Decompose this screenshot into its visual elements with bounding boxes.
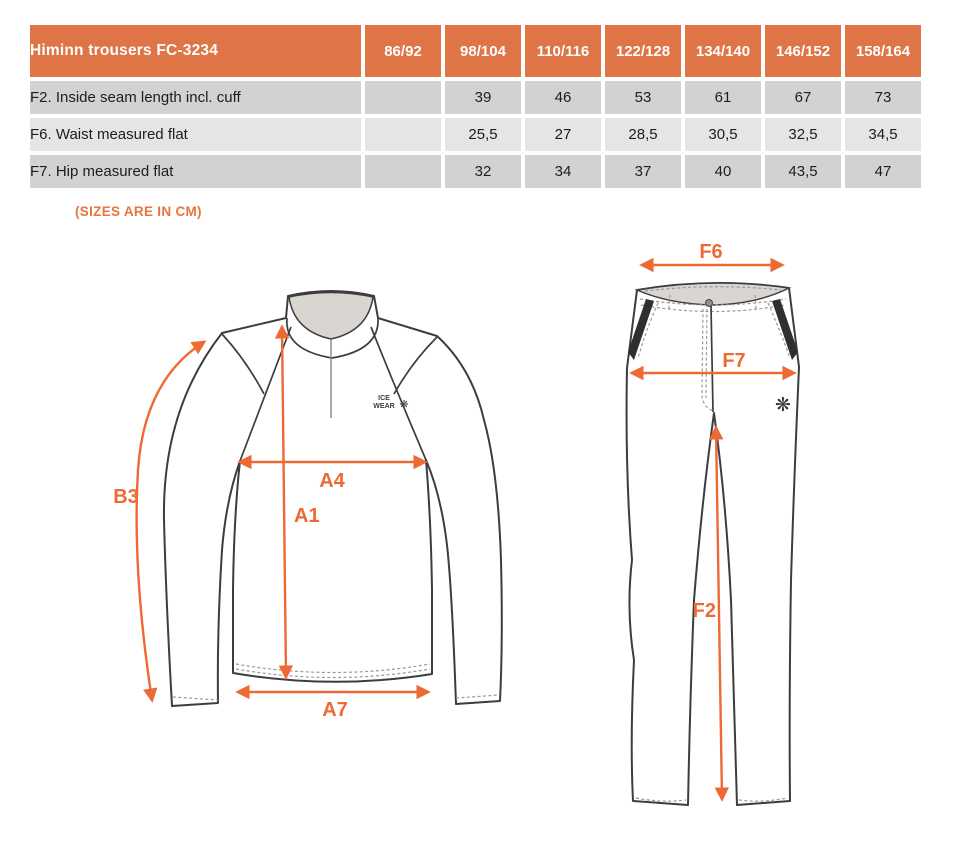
cell-value: 34,5 bbox=[845, 118, 921, 151]
cell-value: 53 bbox=[605, 81, 681, 114]
cell-value bbox=[365, 81, 441, 114]
measure-arrow-F2 bbox=[716, 428, 722, 799]
measure-label-A7: A7 bbox=[322, 699, 348, 721]
size-column-header: 134/140 bbox=[685, 25, 761, 77]
table-row bbox=[30, 118, 921, 151]
cell-value: 46 bbox=[525, 81, 601, 114]
measure-label-B3: B3 bbox=[113, 486, 139, 508]
logo-text-line2: WEAR bbox=[373, 403, 395, 410]
measure-label-F6: F6 bbox=[699, 241, 723, 263]
row-label: F2. Inside seam length incl. cuff bbox=[30, 81, 361, 114]
size-table bbox=[26, 21, 925, 192]
size-column-header: 122/128 bbox=[605, 25, 681, 77]
cell-value: 30,5 bbox=[685, 118, 761, 151]
trousers-diagram bbox=[627, 241, 799, 805]
garment-diagrams bbox=[0, 230, 958, 857]
row-label: F6. Waist measured flat bbox=[30, 118, 361, 151]
cell-value: 43,5 bbox=[765, 155, 841, 188]
cell-value: 27 bbox=[525, 118, 601, 151]
waist-button bbox=[706, 300, 713, 307]
cell-value: 34 bbox=[525, 155, 601, 188]
measure-label-A4: A4 bbox=[319, 470, 345, 492]
cell-value: 32,5 bbox=[765, 118, 841, 151]
cell-value: 37 bbox=[605, 155, 681, 188]
logo-text-line1: ICE bbox=[378, 395, 390, 402]
size-column-header: 86/92 bbox=[365, 25, 441, 77]
table-row bbox=[30, 81, 921, 114]
cell-value bbox=[365, 118, 441, 151]
snowflake-icon: ❋ bbox=[775, 395, 791, 416]
sweater-diagram bbox=[113, 291, 502, 721]
cell-value: 40 bbox=[685, 155, 761, 188]
cell-value: 67 bbox=[765, 81, 841, 114]
size-column-header: 110/116 bbox=[525, 25, 601, 77]
cell-value: 73 bbox=[845, 81, 921, 114]
row-label: F7. Hip measured flat bbox=[30, 155, 361, 188]
measure-label-F2: F2 bbox=[692, 600, 716, 622]
snowflake-icon: ❋ bbox=[399, 399, 409, 411]
table-row bbox=[30, 155, 921, 188]
sweater-outline bbox=[164, 291, 502, 706]
units-note: (SIZES ARE IN CM) bbox=[75, 204, 202, 219]
measure-label-F7: F7 bbox=[722, 350, 746, 372]
size-column-header: 98/104 bbox=[445, 25, 521, 77]
cell-value: 39 bbox=[445, 81, 521, 114]
size-column-header: 158/164 bbox=[845, 25, 921, 77]
size-column-header: 146/152 bbox=[765, 25, 841, 77]
size-table-header-row bbox=[30, 25, 921, 77]
cell-value: 32 bbox=[445, 155, 521, 188]
measure-label-A1: A1 bbox=[294, 505, 320, 527]
table-title: Himinn trousers FC-3234 bbox=[30, 25, 361, 77]
cell-value: 47 bbox=[845, 155, 921, 188]
cell-value: 28,5 bbox=[605, 118, 681, 151]
cell-value: 25,5 bbox=[445, 118, 521, 151]
cell-value: 61 bbox=[685, 81, 761, 114]
cell-value bbox=[365, 155, 441, 188]
